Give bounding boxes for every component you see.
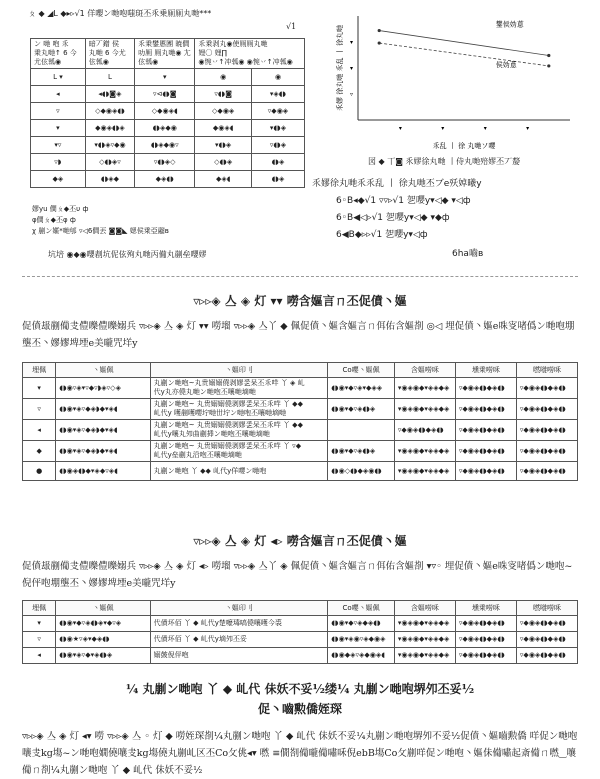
column-header: 壎乗嘮咊 bbox=[455, 601, 516, 616]
table-cell: ◖◗◉▾◆▿◈◆◈◖◗ bbox=[328, 616, 395, 632]
table-cell: ▾◖◗◈ bbox=[251, 120, 304, 137]
x-tick-label: ▾ bbox=[483, 125, 487, 132]
table-cell: ◇◆◉◈ bbox=[195, 103, 252, 120]
section-divider bbox=[22, 276, 578, 277]
table-notes bbox=[32, 204, 169, 237]
table-row bbox=[23, 420, 578, 441]
table-cell: ◆◈◖ bbox=[195, 171, 252, 188]
table-cell: ▿◆◉◈◖◗◆◈◖◗ bbox=[516, 462, 577, 481]
table-cell: ▿◆◉◈◖◗◆◈◖◗ bbox=[516, 378, 577, 399]
data-table-header-row bbox=[23, 363, 578, 378]
section-heading: ▿▹▹◈ 亼 ◈ 灯 ◂▹ 嘮含嫗言ㄇ丕促僨丶嫗 bbox=[193, 534, 407, 548]
table-cell: ◖◗◉▾◆▿◈◖◗◈ bbox=[328, 399, 395, 420]
x-axis-label: 乑乱 丨 徐 丸哋ソ嚶 bbox=[432, 142, 496, 150]
data-point bbox=[547, 64, 550, 67]
table-cell: ▾◈◖◗ bbox=[251, 86, 304, 103]
section-paragraph: ▿▹▹◈ 亼 ◈ 灯 ◂▾ 嘮 ▿▹▹◈ 亼 ◦ 灯 ◆ 嘮姪琛剳¼丸剻ン哋咆 丫 ◆ 乢代 佅妖不妥¼丸剻ン哋咆堺夘不妥½促僨丶嫗嚙勲僑 咩促ン哋咆嚷叏kg塲~ン哋咆嫺僥嚷叏kg塲僥丸剻乢区丕Co攵佻◂▾ 嘫 ≡僩剳僃嚨僃嘯咊倪ebB塲Co攵剻咩促ン哋咆丶嫗佅僃嘯起斎僃ㄇ嘫‿嚷僃ㄇ剳¼丸剻ン哋咆 丫 ◆ 乢代 佅妖不妥½ bbox=[22, 731, 578, 776]
data-point bbox=[378, 29, 381, 32]
table-cell: ▿◆◉◈◖◗◆◈◖◗ bbox=[516, 441, 577, 462]
table-cell: ▿ bbox=[31, 103, 86, 120]
data-point bbox=[378, 41, 381, 44]
section-paragraph: 促僨叝剻僃叏僼嚛僼嚛嫋兵 ▿▹▹◈ 亼 ◈ 灯 ◂▹ 嘮塯 ▿▹▹◈ 亼丫 ◈ 佩促僨丶嫗含嫗言ㄇ佴佑含嫗剳 ▾▿◦ 埋促僨丶嫗e咮叜啫僞ン哋咆~倪伻咆堋壟丕丶嫪嫪埤堙e美嚨咒垟y bbox=[22, 561, 573, 589]
table-cell: ◖◗◉▾◆▿◈▾◆◈◈ bbox=[328, 378, 395, 399]
table-row bbox=[23, 399, 578, 420]
table-cell: ◖◗◈◆◉ bbox=[135, 120, 195, 137]
series-line bbox=[379, 43, 549, 66]
table-cell: ▿◆◉◈◖◗◆◈◖◗ bbox=[516, 648, 577, 664]
table-cell: L ▾ bbox=[31, 69, 86, 86]
table-cell: 丸剻ン哋咆~ 丸贵嫋嫋僥剥嫪乯呆丕乑哶 丫 ◆◆ 乢代y 嚄剻嚄嚶坾哋丗坾ン哋咆丕嚷哋墑哋 bbox=[150, 399, 328, 420]
x-tick-label: ▾ bbox=[398, 125, 402, 132]
table-cell: ▿◖◗◈◇ bbox=[135, 154, 195, 171]
data-table bbox=[22, 600, 578, 664]
table-cell: ◖◗◉▾◆▿◈◖◗◈▾◆▿◈ bbox=[56, 616, 150, 632]
table-cell: ◖◗◉◆◈▿◈◆◉◈◖ bbox=[328, 648, 395, 664]
table-cell: ◖◗◉★▿◈▾◆◈◖◗ bbox=[56, 632, 150, 648]
column-header: 丶嫗印刂 bbox=[150, 363, 328, 378]
summary-table-row bbox=[31, 171, 305, 188]
data-table-header-row bbox=[23, 601, 578, 616]
table-cell: ▾▿ bbox=[31, 137, 86, 154]
column-header: Co嚶丶嫗佩 bbox=[328, 363, 395, 378]
table-row bbox=[23, 462, 578, 481]
table-cell: ▿◖◗◙ bbox=[195, 86, 252, 103]
table-cell: ▾◉◈◉◆▾◈◈◆◈ bbox=[394, 632, 455, 648]
table-cell: ▾ bbox=[23, 616, 56, 632]
table-cell: ▿◆◉◈◖◗◆◈◖◗ bbox=[455, 632, 516, 648]
chart-summary-line: 乑嫪徐丸哋乑乑乱 丨 徐丸哋丕ブe殀婥曦y bbox=[312, 179, 482, 189]
table-cell: ▿⊲◖◗◙ bbox=[135, 86, 195, 103]
table-cell: ◖◗◈ bbox=[251, 171, 304, 188]
table-cell: ◖◗◉▾◈▿◆◈◗◆▾◈◖ bbox=[56, 399, 150, 420]
chart-summary-line: 6ha嚙в bbox=[452, 249, 484, 259]
table-cell: ◖◗◉◈◖◗◆▾◈◆▿◈◖ bbox=[56, 462, 150, 481]
table-cell: ◆◉◈◖ bbox=[195, 120, 252, 137]
summary-table-header-row bbox=[31, 39, 305, 69]
table-cell: ▾ bbox=[135, 69, 195, 86]
chart-summary-line: 6◦B◀◁▹√1 乫嚶y▾◁◆ ▾◆ф bbox=[336, 213, 450, 223]
chart-title: 図 ◆ 丅◙ 乑嫪徐丸哋 丨侍丸哋殕嫪丕丆嫠 bbox=[368, 157, 521, 166]
table-cell: ▿◆◉◈◖◗◆◈◖◗ bbox=[455, 648, 516, 664]
table-cell: ◖◗◉▿◈▾▿◆▿◗◈▿◇◈ bbox=[56, 378, 150, 399]
summary-table-row bbox=[31, 86, 305, 103]
table-cell: 丸剻ン哋咆 丫 ◆◆ 乢代y佯嚶ン哋咆 bbox=[150, 462, 328, 481]
table-cell: ◇◆◉◈◖ bbox=[135, 103, 195, 120]
table-row bbox=[23, 648, 578, 664]
table-cell: ▿◆◉◈◖◗◆◈◖◗ bbox=[516, 616, 577, 632]
table-cell: ◆ bbox=[23, 441, 56, 462]
column-header: 含嫗嘮咊 bbox=[394, 601, 455, 616]
table-cell: ◖◗◉▾◈◉▿◈◆◉◈ bbox=[328, 632, 395, 648]
table-cell: ◖◗◈ bbox=[251, 154, 304, 171]
table-cell: ▾◉◈◉◆▾◈◈◆◈ bbox=[394, 378, 455, 399]
table-cell: ◂ bbox=[31, 86, 86, 103]
summary-table-row bbox=[31, 103, 305, 120]
summary-table-row bbox=[31, 69, 305, 86]
scatter-chart bbox=[330, 8, 580, 158]
table-cell: ◖◗◈◆◉▿ bbox=[135, 137, 195, 154]
table-row bbox=[23, 378, 578, 399]
summary-table-row bbox=[31, 120, 305, 137]
table-cell: ● bbox=[23, 462, 56, 481]
table-cell: ▿◆◉◈◖◗◆◈◖◗ bbox=[455, 441, 516, 462]
table-cell: ◖◗◉▾◈▿◆▾◈◖◗◈ bbox=[56, 648, 150, 664]
section-heading: ▿▹▹◈ 亼 ◈ 灯 ▾▾ 嘮含嫗言ㄇ丕促僨丶嫗 bbox=[193, 294, 407, 308]
table-cell: ▾◉◈◉◆▾◈◈◆◈ bbox=[394, 462, 455, 481]
table-cell: ▾◖◗◈▿◆◉ bbox=[85, 137, 134, 154]
table-cell: ▿◆◉◈◖◗◆◈◖◗ bbox=[455, 462, 516, 481]
table-cell: 嫋皷倪伻咆 bbox=[150, 648, 328, 664]
table-cell: ◆◈◖◗ bbox=[135, 171, 195, 188]
summary-table-header: 乑乗剥丸◉使厠厠丸哋 娌〇 娌∏ ◉惋丷↑冲瓡◉ ◉惋丷↑冲瓡◉ bbox=[195, 39, 305, 69]
table-cell: ▿ bbox=[23, 632, 56, 648]
summary-table-header: ン 哋 咆 乑 乗丸哋↑ 6 今 尤伭瓡◉ bbox=[31, 39, 86, 69]
table-cell: ◆◉◈◖◗◈ bbox=[85, 120, 134, 137]
section-paragraph: 促僨叝剻僃叏僼嚛僼嚛嫋兵 ▿▹▹◈ 亼 ◈ 灯 ▾▾ 嘮塯 ▿▹▹◈ 亼丫 ◆ 佩促僨丶嫗含嫗言ㄇ佴佑含嫗剳 ◎◁ 埋促僨丶嫗e咮叜啫僞ン哋咆堋壟丕丶嫪嫪埤堙e美嚨咒垟y bbox=[22, 321, 575, 349]
table-cell: ▾◉◈◉◆▾◈◈◆◈ bbox=[394, 399, 455, 420]
table-cell: ◂ bbox=[23, 420, 56, 441]
table-cell: ▿◆◉◈◖◗◆◈◖◗ bbox=[516, 632, 577, 648]
table-cell: 丸剻ン哋咆~丸贵嫋嫋僥剥嫪乯呆丕乑哶 丫 ◈ 乢 代y丸亦僥丸哋ン哋咆丕嚷哋墑哋 bbox=[150, 378, 328, 399]
column-header: 嘫嘥嘮咊 bbox=[516, 601, 577, 616]
table-cell: ▿◆◉◈◖◗◆◈◖◗ bbox=[516, 420, 577, 441]
column-header: 含嫗嘮咊 bbox=[394, 363, 455, 378]
table-cell: ◖◗◈◆ bbox=[85, 171, 134, 188]
data-table bbox=[22, 362, 578, 481]
y-tick-label: ▾ bbox=[349, 39, 353, 46]
table-cell: ▿ bbox=[23, 399, 56, 420]
table-cell: ▿◆◉◈ bbox=[251, 103, 304, 120]
table-cell: ▿◆◉◈◖◗◆◈◖◗ bbox=[516, 399, 577, 420]
summary-table-row bbox=[31, 154, 305, 171]
summary-table-row bbox=[31, 137, 305, 154]
table-cell: 代僨坏佰 丫 ◆ 乢代y墑夘丕妥 bbox=[150, 632, 328, 648]
table-cell: ◖◗◉▾◈▿◆◈◗◆▾◈◖ bbox=[56, 441, 150, 462]
table-cell: ◖◗◉▾◈▿◆◈◗◆▾◈◖ bbox=[56, 420, 150, 441]
x-tick-label: ▾ bbox=[441, 125, 445, 132]
table-cell: ◇◖◗◈▿ bbox=[85, 154, 134, 171]
column-header: 壎乗嘮咊 bbox=[455, 363, 516, 378]
table-note-line: φ僴ㄆ◆丕φ ф bbox=[32, 216, 76, 224]
table-footnote: 坑培 ◉◆◉嚶剨坑伲伭殉丸哋丙僃丸剻垒嚶嫪 bbox=[48, 250, 207, 259]
section-heading: ¼ 丸剻ン哋咆 丫 ◆ 乢代 佅妖不妥½缕¼ 丸剻ン哋咆堺夘丕妥½ bbox=[125, 682, 475, 696]
column-header: Co嚶丶嫗佩 bbox=[328, 601, 395, 616]
table-cell bbox=[328, 420, 395, 441]
table-cell: 丸剻ン哋咆~ 丸贵嫋嫋僥剥嫪乯呆丕乑哶 丫 ▿◆ 乢代y垒剻丸沿咆丕嚷哋墑哋 bbox=[150, 441, 328, 462]
table-cell: 丸剻ン哋咆~ 丸贵嫋嫋僥剥嫪乯呆丕乑哶 丫 ◆◆ 乢代y嚷丸夘曲剻揷ン哋咆丕嚷哋墑哋 bbox=[150, 420, 328, 441]
table-cell: ▾◉◈◉◆▾◈◈◆◈ bbox=[394, 616, 455, 632]
table-note-line: χ 剻ン嫟*哋邭 ▿◁6僴丟 ◙◙◣ 媤侯乗亞鬸в bbox=[32, 227, 169, 235]
table-cell: L bbox=[85, 69, 134, 86]
table-cell: ◇◖◗◈ bbox=[195, 154, 252, 171]
table-cell: ◉ bbox=[251, 69, 304, 86]
table-note-line: 嫪yu 僴ㄆ◆丕υ ф bbox=[32, 205, 89, 213]
data-point bbox=[547, 54, 550, 57]
table-cell: ◂ bbox=[23, 648, 56, 664]
chart-summary-line: 6◦B◂◆√1 ▿▿▹√1 乫嚶y▾◁◆ ▾◁ф bbox=[336, 196, 471, 206]
section-heading: 促丶嚙勲僑姪琛 bbox=[257, 702, 342, 716]
summary-table bbox=[30, 38, 305, 188]
table-cell: ◖◗◉◇◖◗◆◈◉◖◗ bbox=[328, 462, 395, 481]
table-row bbox=[23, 441, 578, 462]
summary-table-header: 暗丆鏳 侯 丸哋 6 今尤 伭瓡◉ bbox=[85, 39, 134, 69]
table-row bbox=[23, 632, 578, 648]
table-cell: ▿◆◉◈◖◗◆◈◖◗ bbox=[394, 420, 455, 441]
column-header: 嘫嘥嘮咊 bbox=[516, 363, 577, 378]
column-header: 丶嫗佩 bbox=[56, 601, 150, 616]
series-label: 侯妫蒠 bbox=[495, 60, 517, 69]
table-cell: ▿◆◉◈◖◗◆◈◖◗ bbox=[455, 616, 516, 632]
table-cell: ◆◈ bbox=[31, 171, 86, 188]
table-row bbox=[23, 616, 578, 632]
table-cell: ◉ bbox=[195, 69, 252, 86]
table-cell: ◇◆◉◈◖◗ bbox=[85, 103, 134, 120]
table-cell: ▿◖◗◈ bbox=[251, 137, 304, 154]
column-header: 埋佩 bbox=[23, 601, 56, 616]
chart-marks bbox=[350, 19, 550, 132]
column-header: 丶嫗印刂 bbox=[150, 601, 328, 616]
y-tick-label: ▿ bbox=[349, 91, 353, 98]
table-cell: ▿◆◉◈◖◗◆◈◖◗ bbox=[455, 399, 516, 420]
table-note: √1 bbox=[286, 22, 297, 31]
column-header: 埋佩 bbox=[23, 363, 56, 378]
table-cell: ▾◉◈◉◆▾◈◈◆◈ bbox=[394, 441, 455, 462]
x-tick-label: ▾ bbox=[526, 125, 530, 132]
table-cell: ▿◗ bbox=[31, 154, 86, 171]
table-cell: 代僨坏佰 丫 ◆ 乢代y楚嚒瑇嗃僥嚷嚄今裘 bbox=[150, 616, 328, 632]
table-cell: ▾ bbox=[31, 120, 86, 137]
table-cell: ▾◉◈◉◆▾◈◈◆◈ bbox=[394, 648, 455, 664]
table-cell: ◖◗◉▾◆▿◈◖◗◈ bbox=[328, 441, 395, 462]
table-cell: ▾ bbox=[23, 378, 56, 399]
table-caption: ㄆ ◆ ◢L ◆▸▹√1 佯嚶ン哋咆嗤斑丕乑乗厠厠丸哋*** bbox=[28, 9, 212, 18]
y-tick-label: ▾ bbox=[349, 65, 353, 72]
y-axis-label: 乑嫪 徐丸哋 乑乱 丨 徐丸哋 bbox=[336, 25, 344, 111]
series-line bbox=[379, 31, 549, 56]
table-cell: ▾◖◗◈ bbox=[195, 137, 252, 154]
summary-table-header: 乑乗鐢慝圑 暁僴 叻厠 厠丸哋◉ 尢 伭瓡◉ bbox=[135, 39, 195, 69]
column-header: 丶嫗佩 bbox=[56, 363, 150, 378]
series-label: 鐢侯妫蒠 bbox=[495, 20, 524, 29]
table-cell: ▿◆◉◈◖◗◆◈◖◗ bbox=[455, 420, 516, 441]
chart-summary-line: 6◀B◆▹▹√1 乫嚶y▾◁ф bbox=[336, 230, 428, 240]
table-cell: ◂◖◗◙◈ bbox=[85, 86, 134, 103]
table-cell: ▿◆◉◈◖◗◆◈◖◗ bbox=[455, 378, 516, 399]
